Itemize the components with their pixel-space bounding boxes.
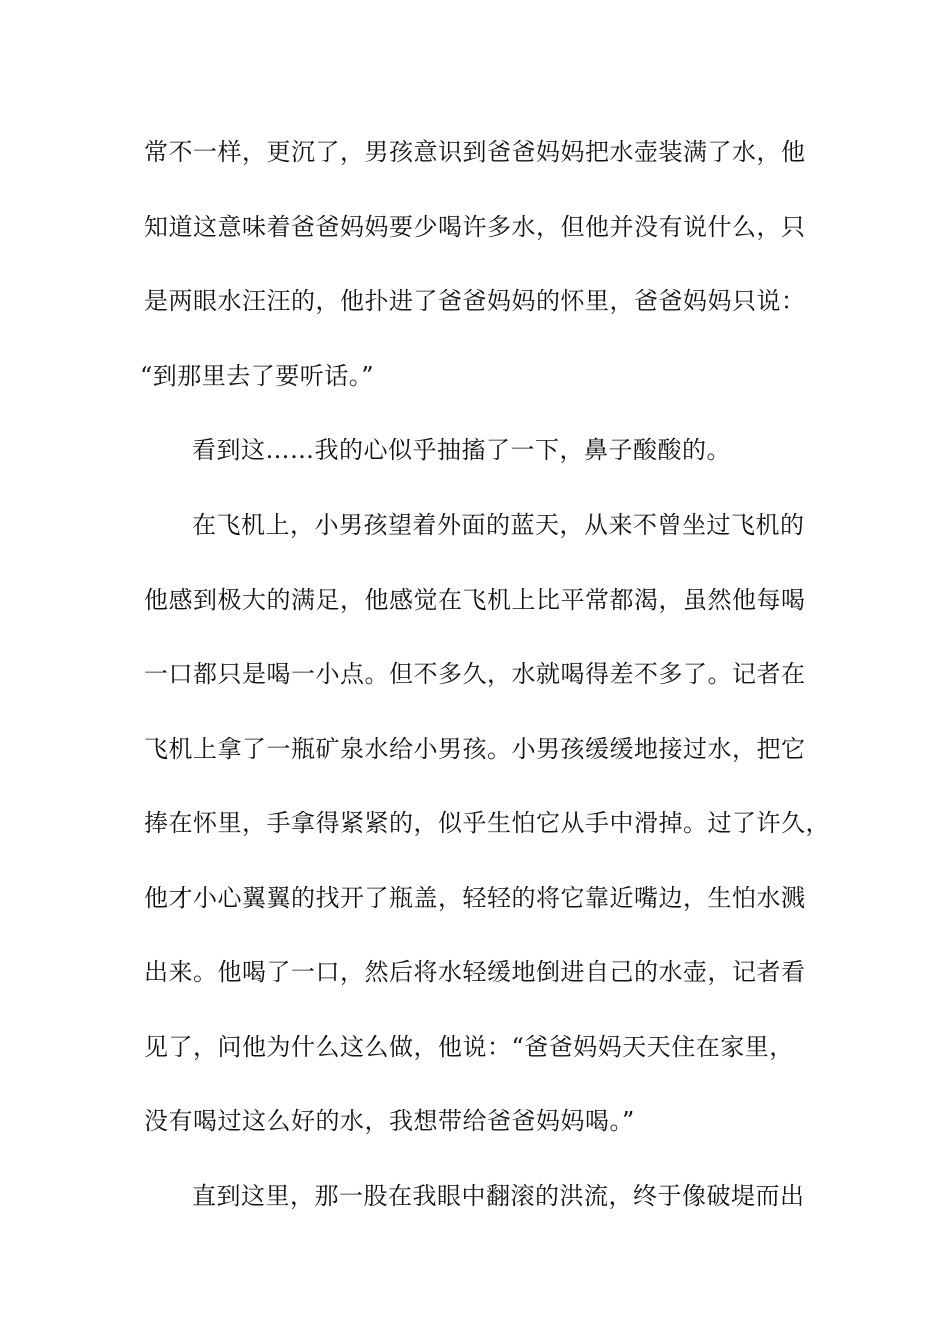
text-line: 常不一样，更沉了，男孩意识到爸爸妈妈把水壶装满了水，他 [144, 138, 806, 166]
text-line: “到那里去了要听话。” [140, 362, 375, 390]
text-line: 出来。他喝了一口，然后将水轻缓地倒进自己的水壶，记者看 [144, 958, 806, 986]
text-line: 他才小心翼翼的找开了瓶盖，轻轻的将它靠近嘴边，生怕水溅 [144, 884, 806, 912]
text-line: 见了，问他为什么这么做，他说：“爸爸妈妈天天住在家里， [144, 1033, 794, 1061]
paragraph-start-line: 看到这……我的心似乎抽搐了一下，鼻子酸酸的。 [192, 436, 731, 464]
text-line: 飞机上拿了一瓶矿泉水给小男孩。小男孩缓缓地接过水，把它 [144, 735, 806, 763]
text-line: 一口都只是喝一小点。但不多久，水就喝得差不多了。记者在 [144, 660, 806, 688]
text-line: 知道这意味着爸爸妈妈要少喝许多水，但他并没有说什么，只 [144, 213, 806, 241]
text-line: 没有喝过这么好的水，我想带给爸爸妈妈喝。” [144, 1107, 635, 1135]
text-line: 他感到极大的满足，他感觉在飞机上比平常都渴，虽然他每喝 [144, 586, 806, 614]
text-line: 是两眼水汪汪的，他扑进了爸爸妈妈的怀里，爸爸妈妈只说： [144, 287, 806, 315]
text-line: 捧在怀里，手拿得紧紧的，似乎生怕它从手中滑掉。过了许久， [144, 809, 830, 837]
paragraph-start-line: 在飞机上，小男孩望着外面的蓝天，从来不曾坐过飞机的 [192, 511, 805, 539]
paragraph-start-line: 直到这里，那一股在我眼中翻滚的洪流，终于像破堤而出 [192, 1182, 805, 1210]
